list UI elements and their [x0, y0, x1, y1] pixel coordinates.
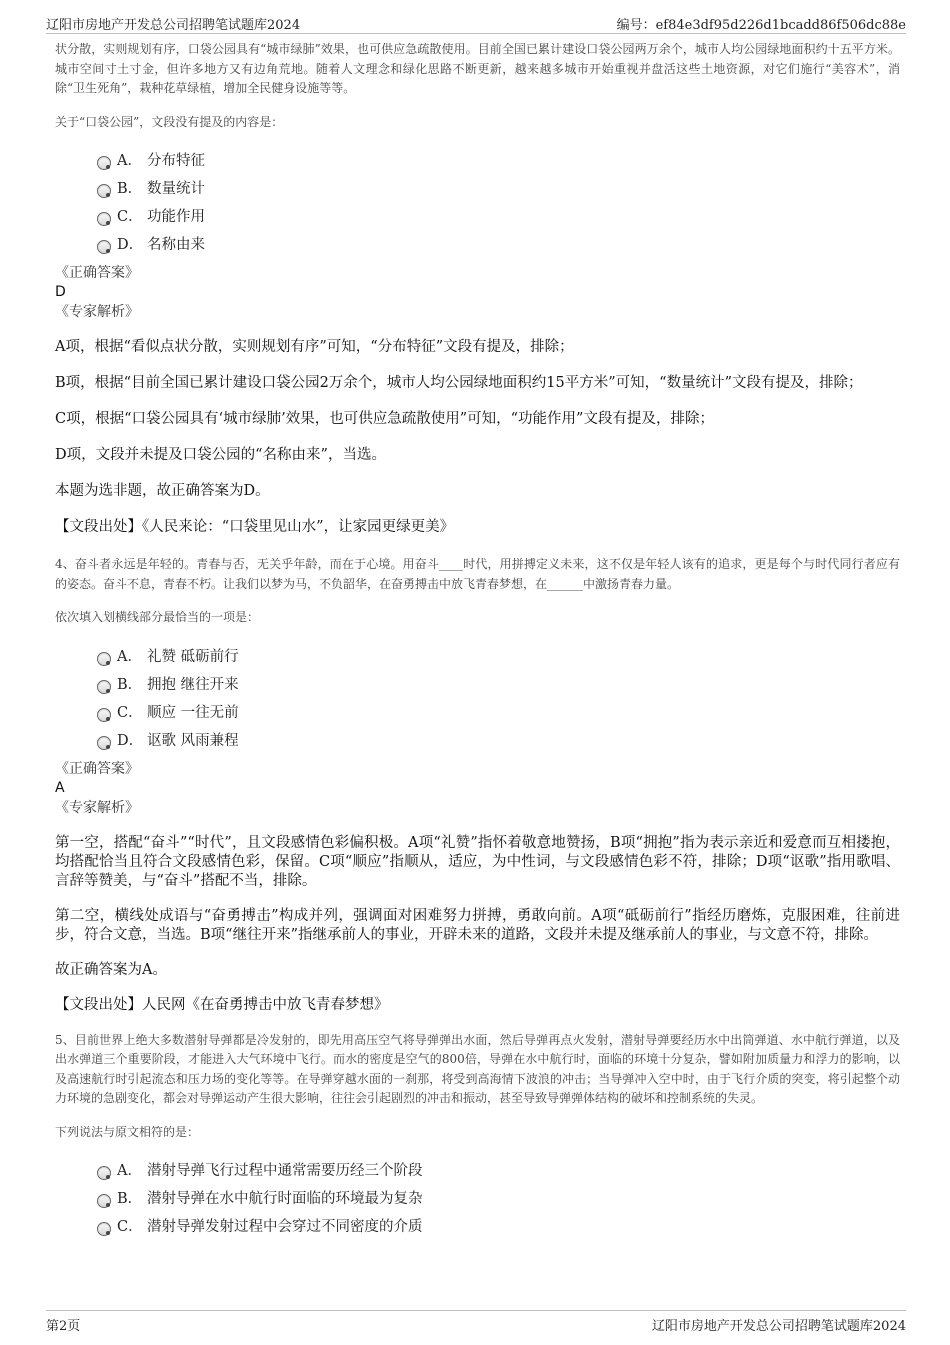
- radio-icon[interactable]: [97, 736, 111, 750]
- q4-option-d[interactable]: D． 讴歌 风雨兼程: [55, 730, 900, 758]
- q3-option-a[interactable]: A． 分布特征: [55, 150, 900, 178]
- q4-conclusion: 故正确答案为A。: [55, 961, 167, 978]
- q4-answer: A: [55, 779, 65, 796]
- q3-question: 关于“口袋公园”，文段没有提及的内容是：: [55, 114, 284, 129]
- q4-option-c[interactable]: C． 顺应 一往无前: [55, 702, 900, 730]
- q5-passage: 5、目前世界上绝大多数潜射导弹都是冷发射的，即先用高压空气将导弹弹出水面，然后导弹再点火发射，潜射导弹要经历水中出筒弹道、水中航行弹道，以及出水弹道三个重要阶段，才能进入大气环境中飞行。而水的密度是空气的800倍，导弹在水中航行时，面临的环境十分复杂，譬如附加质量力和浮力的影响，以及高速航行时引起流态和压力场的变化等等。在导弹穿越水面的一刹那，将受到高海情下波浪的冲击；当导弹冲入空中时，由于飞行介质的突变，将引起整个动力环境的急剧变化，都会对导弹运动产生很大影响，往往会引起剧烈的冲击和振动，甚至导致导弹弹体结构的破坏和控制系统的失灵。: [55, 1032, 900, 1105]
- radio-icon[interactable]: [97, 156, 111, 170]
- q3-analysis-c: C项，根据“口袋公园具有‘城市绿肺’效果，也可供应急疏散使用”可知，“功能作用”文段有提及，排除；: [55, 411, 714, 427]
- radio-icon[interactable]: [97, 1222, 111, 1236]
- document-body: [55, 40, 900, 1244]
- q4-option-a[interactable]: A． 礼赞 砥砺前行: [55, 646, 900, 674]
- q4-analysis-first: 第一空，搭配“奋斗”“时代”，且文段感情色彩偏积极。A项“礼赞”指怀着敬意地赞扬，B项“拥抱”指为表示亲近和爱意而互相搂抱，均搭配恰当且符合文段感情色彩，保留。C项“顺应”指顺从，适应，为中性词，与文段感情色彩不符，排除；D项“讴歌”指用歌唱、言辞等赞美，与“奋斗”搭配不当，排除。: [55, 834, 900, 889]
- footer-title: 辽阳市房地产开发总公司招聘笔试题库2024: [651, 1319, 906, 1334]
- q3-answer-label: 《正确答案》: [55, 265, 139, 281]
- q4-question: 依次填入划横线部分最恰当的一项是：: [55, 610, 260, 624]
- q3-option-d[interactable]: D． 名称由来: [55, 234, 900, 262]
- radio-icon[interactable]: [97, 652, 111, 666]
- q4-options: [55, 646, 900, 758]
- page-header: [46, 12, 906, 34]
- q4-analysis-label: 《专家解析》: [55, 799, 139, 816]
- q4-source: 【文段出处】人民网《在奋勇搏击中放飞青春梦想》: [55, 996, 389, 1013]
- q3-option-b[interactable]: B． 数量统计: [55, 178, 900, 206]
- radio-icon[interactable]: [97, 212, 111, 226]
- q5-question: 下列说法与原文相符的是：: [55, 1124, 200, 1139]
- q3-option-c[interactable]: C． 功能作用: [55, 206, 900, 234]
- q3-analysis-label: 《专家解析》: [55, 304, 139, 320]
- page-footer: [46, 1310, 906, 1334]
- q3-analysis-d: D项，文段并未提及口袋公园的“名称由来”，当选。: [55, 447, 386, 463]
- radio-icon[interactable]: [97, 708, 111, 722]
- q3-options: [55, 150, 900, 262]
- q4-passage: 4、奋斗者永远是年轻的。青春与否，无关乎年龄，而在于心境。用奋斗____时代，用拼搏定义未来，这不仅是年轻人该有的追求，更是每个与时代同行者应有的姿态。奋斗不息，青春不朽。让我们以梦为马，不负韶华，在奋勇搏击中放飞青春梦想，在______中激扬青春力量。: [55, 557, 900, 591]
- q5-option-b[interactable]: B． 潜射导弹在水中航行时面临的环境最为复杂: [55, 1188, 900, 1216]
- q5-options: [55, 1160, 900, 1244]
- q4-answer-label: 《正确答案》: [55, 760, 139, 777]
- q3-passage: 状分散，实则规划有序，口袋公园具有“城市绿肺”效果，也可供应急疏散使用。目前全国已累计建设口袋公园两万余个，城市人均公园绿地面积约十五平方米。城市空间寸土寸金，但许多地方又有边角荒地。随着人文理念和绿化思路不断更新，越来越多城市开始重视并盘活这些土地资源，对它们施行“美容术”，消除“卫生死角”，栽种花草绿植，增加全民健身设施等等。: [55, 42, 900, 95]
- q3-answer: D: [55, 284, 66, 300]
- q3-analysis-a: A项，根据“看似点状分散，实则规划有序”可知，“分布特征”文段有提及，排除；: [55, 339, 574, 355]
- q5-option-c[interactable]: C． 潜射导弹发射过程中会穿过不同密度的介质: [55, 1216, 900, 1244]
- q4-option-b[interactable]: B． 拥抱 继往开来: [55, 674, 900, 702]
- radio-icon[interactable]: [97, 680, 111, 694]
- header-code: 编号：ef84e3df95d226d1bcadd86f506dc88e: [616, 18, 906, 33]
- radio-icon[interactable]: [97, 1166, 111, 1180]
- q4-blank-1: ____: [439, 557, 464, 571]
- header-title: 辽阳市房地产开发总公司招聘笔试题库2024: [46, 18, 301, 33]
- q5-option-a[interactable]: A． 潜射导弹飞行过程中通常需要历经三个阶段: [55, 1160, 900, 1188]
- page-number: 第2页: [46, 1319, 81, 1334]
- q3-source: 【文段出处】《人民来论：“口袋里见山水”，让家园更绿更美》: [55, 519, 455, 535]
- q3-analysis-b: B项，根据“目前全国已累计建设口袋公园2万余个，城市人均公园绿地面积约15平方米”可知，“数量统计”文段有提及，排除；: [55, 375, 863, 391]
- q4-blank-2: ______: [547, 576, 584, 591]
- q3-conclusion: 本题为选非题，故正确答案为D。: [55, 483, 270, 499]
- radio-icon[interactable]: [97, 1194, 111, 1208]
- q4-analysis-second: 第二空，横线处成语与“奋勇搏击”构成并列，强调面对困难努力拼搏，勇敢向前。A项“砥砺前行”指经历磨炼，克服困难，往前进步，符合文意，当选。B项“继往开来”指继承前人的事业，开辟未来的道路，文段并未提及继承前人的事业，与文意不符，排除。: [55, 907, 900, 943]
- radio-icon[interactable]: [97, 240, 111, 254]
- radio-icon[interactable]: [97, 184, 111, 198]
